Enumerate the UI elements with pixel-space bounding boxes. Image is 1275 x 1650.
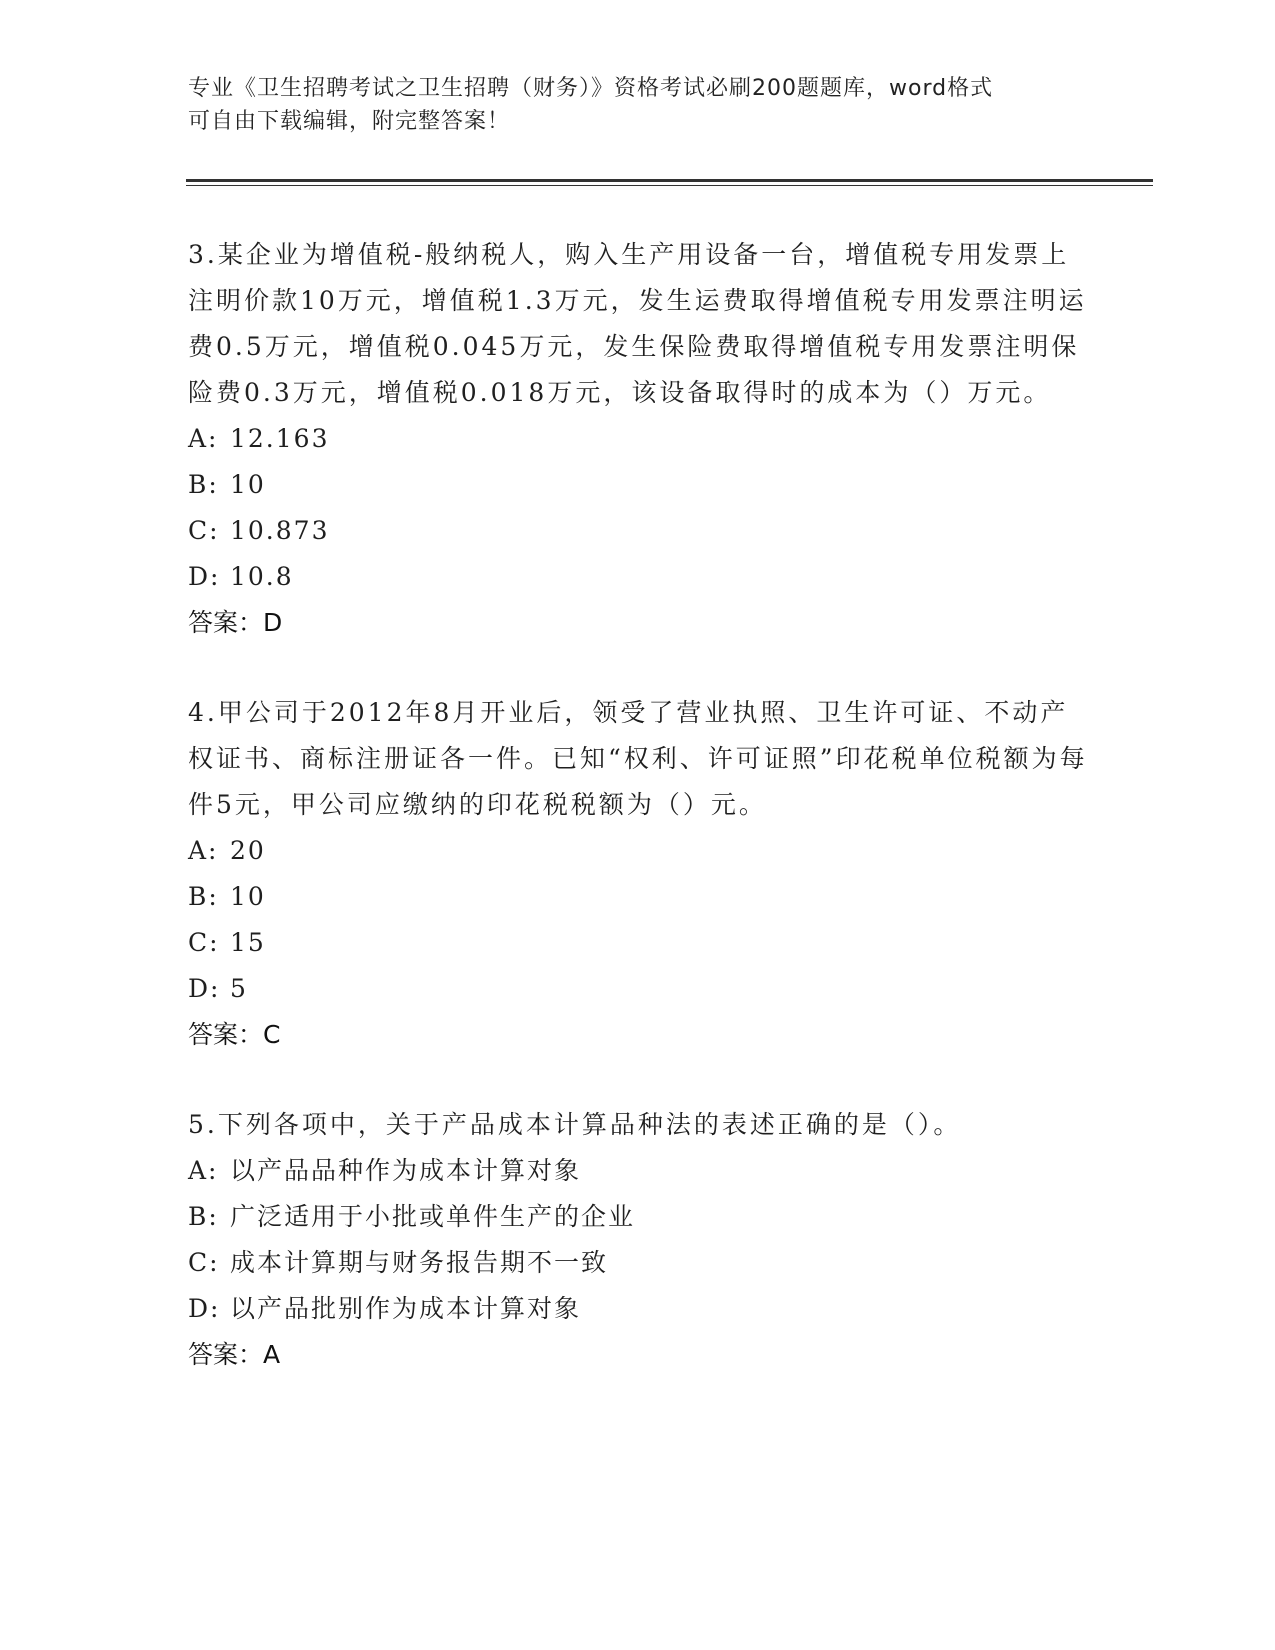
option-d <box>188 554 1088 600</box>
option-text: 10 <box>230 470 266 499</box>
option-label: C: <box>188 928 220 957</box>
option-text: 12.163 <box>230 424 330 453</box>
question-list <box>188 232 1088 1422</box>
option-a <box>188 416 1088 462</box>
option-c <box>188 1240 1088 1286</box>
option-d <box>188 1286 1088 1332</box>
header-divider-thick <box>186 179 1153 182</box>
header-title-line-2: 可自由下载编辑，附完整答案！ <box>188 109 511 134</box>
option-text: 以产品批别作为成本计算对象 <box>230 1294 582 1323</box>
option-b <box>188 874 1088 920</box>
answer-line: 答案：C <box>188 1020 281 1049</box>
option-label: B: <box>188 882 219 911</box>
option-text: 10 <box>230 882 266 911</box>
option-label: C: <box>188 516 220 545</box>
answer-line: 答案：A <box>188 1340 281 1369</box>
option-label: D: <box>188 974 221 1003</box>
question-3 <box>188 232 1088 646</box>
option-label: D: <box>188 562 221 591</box>
header-divider-thin <box>186 185 1153 186</box>
option-c <box>188 920 1088 966</box>
option-label: C: <box>188 1248 220 1277</box>
option-d <box>188 966 1088 1012</box>
option-text: 广泛适用于小批或单件生产的企业 <box>230 1202 636 1231</box>
option-label: A: <box>188 424 219 453</box>
option-c <box>188 508 1088 554</box>
option-label: A: <box>188 836 219 865</box>
option-text: 10.8 <box>230 562 294 591</box>
option-b <box>188 462 1088 508</box>
option-label: B: <box>188 1202 219 1231</box>
option-a <box>188 828 1088 874</box>
header-title-line-1: 专业《卫生招聘考试之卫生招聘（财务）》资格考试必刷200题题库，word格式 <box>188 76 994 101</box>
option-text: 成本计算期与财务报告期不一致 <box>230 1248 609 1277</box>
option-text: 10.873 <box>230 516 330 545</box>
option-b <box>188 1194 1088 1240</box>
option-label: A: <box>188 1156 219 1185</box>
answer-line: 答案：D <box>188 608 283 637</box>
question-4 <box>188 690 1088 1058</box>
option-text: 20 <box>230 836 266 865</box>
option-a <box>188 1148 1088 1194</box>
option-label: B: <box>188 470 219 499</box>
option-text: 15 <box>230 928 266 957</box>
option-text: 5 <box>230 974 248 1003</box>
question-stem: 5.下列各项中，关于产品成本计算品种法的表述正确的是（）。 <box>188 1110 962 1139</box>
question-stem: 4.甲公司于2012年8月开业后，领受了营业执照、卫生许可证、不动产权证书、商标注册证各一件。已知“权利、许可证照”印花税单位税额为每件5元，甲公司应缴纳的印花税税额为（）元。 <box>188 698 1088 819</box>
question-stem: 3.某企业为增值税-般纳税人，购入生产用设备一台，增值税专用发票上注明价款10万元，增值税1.3万元，发生运费取得增值税专用发票注明运费0.5万元，增值税0.045万元，发生保险费取得增值税专用发票注明保险费0.3万元，增值税0.018万元，该设备取得时的成本为（）万元。 <box>188 240 1087 407</box>
option-label: D: <box>188 1294 221 1323</box>
option-text: 以产品品种作为成本计算对象 <box>230 1156 582 1185</box>
question-5 <box>188 1102 1088 1378</box>
document-header <box>188 72 1088 138</box>
